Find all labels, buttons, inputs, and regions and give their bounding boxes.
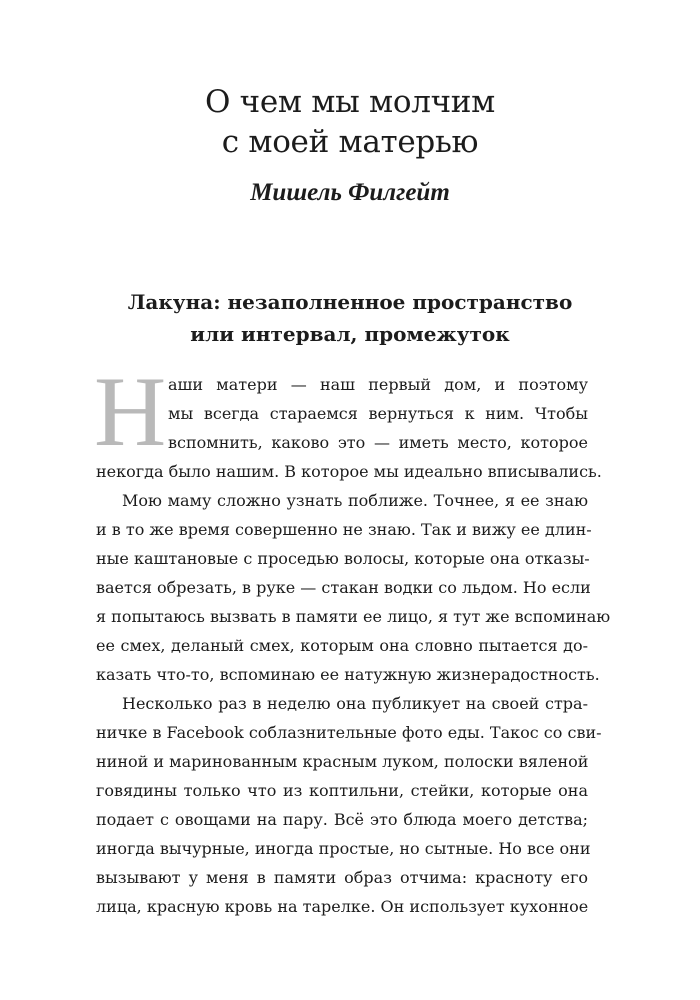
text-line: подает с овощами на пару. Всё это блюда моего детства; — [96, 810, 588, 829]
text-line: ее смех, деланый смех, которым она словно пытается до- — [96, 636, 588, 655]
paragraph-1 — [94, 356, 602, 486]
paragraph-2 — [96, 486, 611, 689]
author-name: Мишель Филгейт — [250, 179, 450, 206]
text-line: ные каштановые с проседью волосы, которые она отказы- — [96, 549, 590, 568]
section-heading — [0, 286, 700, 350]
text-line: лица, красную кровь на тарелке. Он использует кухонное — [96, 897, 589, 916]
body-text — [94, 356, 611, 921]
text-line: вспомнить, каково это — иметь место, которое — [168, 433, 588, 452]
text-line: некогда было нашим. В которое мы идеально вписывались. — [96, 462, 602, 481]
text-line: ничке в Facebook соблазнительные фото еды. Такос со сви- — [96, 723, 602, 742]
paragraph-3 — [96, 689, 602, 921]
chapter-title — [0, 82, 700, 162]
text-line: я попытаюсь вызвать в памяти ее лицо, я тут же вспоминаю — [96, 607, 611, 626]
text-line: говядины только что из коптильни, стейки, которые она — [96, 781, 588, 800]
text-line: ниной и маринованным красным луком, полоски вяленой — [96, 752, 589, 771]
text-line: казать что-то, вспоминаю ее натужную жизнерадостность. — [96, 665, 600, 684]
drop-cap: Н — [94, 356, 167, 467]
text-line: вызывают у меня в памяти образ отчима: красноту его — [96, 868, 588, 887]
text-line: вается обрезать, в руке — стакан водки со льдом. Но если — [96, 578, 591, 597]
text-line: и в то же время совершенно не знаю. Так и вижу ее длин- — [96, 520, 592, 539]
text-line: аши матери — наш первый дом, и поэтому — [168, 375, 588, 394]
chapter-title-line-2: с моей матерью — [221, 124, 479, 160]
chapter-title-line-1: О чем мы молчим — [205, 84, 495, 120]
text-line: Несколько раз в неделю она публикует на своей стра- — [122, 694, 588, 713]
text-line: мы всегда стараемся вернуться к ним. Чтобы — [168, 404, 588, 423]
text-line: иногда вычурные, иногда простые, но сытные. Но все они — [96, 839, 591, 858]
section-heading-line-2: или интервал, промежуток — [190, 322, 510, 346]
section-heading-line-1: Лакуна: незаполненное пространство — [127, 290, 573, 314]
text-line: Мою маму сложно узнать поближе. Точнее, я ее знаю — [122, 491, 588, 510]
